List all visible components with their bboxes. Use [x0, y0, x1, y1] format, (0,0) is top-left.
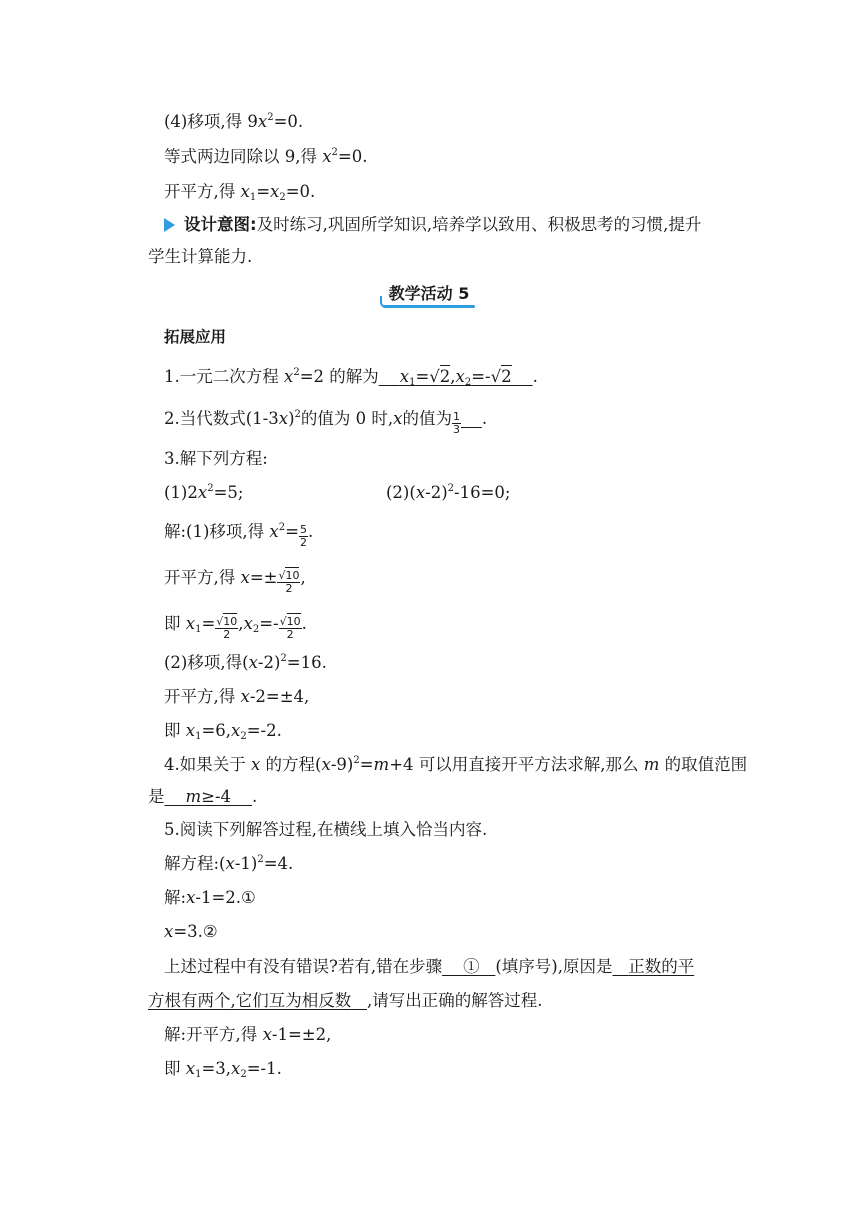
- solution-2-step-1: [164, 651, 327, 675]
- text: 即: [164, 614, 186, 633]
- var-x: x: [393, 409, 403, 428]
- exp: 2: [257, 854, 264, 865]
- text: 的取值范围: [659, 755, 748, 774]
- radicand: 10: [286, 615, 301, 628]
- var-x: x: [399, 367, 410, 386]
- text: (2)移项,得(: [164, 653, 249, 672]
- var-m: m: [185, 787, 202, 806]
- text: +4 可以用直接开平方法求解,那么: [389, 755, 644, 774]
- var-x: x: [284, 367, 294, 386]
- radicand: 10: [285, 569, 300, 582]
- solution-1-step-3: 即 $x_1=$ $\frac{√10}{2}$ $,x_2=-$ $\frac{√10}{2}$ .: [164, 614, 307, 641]
- text: 的值为 0 时,: [300, 409, 394, 428]
- line-divide-9: [164, 145, 368, 169]
- text: 开平方,得: [164, 687, 241, 706]
- answer-blank: [612, 957, 694, 976]
- text: =3.②: [173, 922, 218, 941]
- question-5-solution-2: [164, 1057, 282, 1081]
- radicand: 2: [439, 367, 451, 386]
- text: 等式两边同除以 9,得: [164, 147, 323, 166]
- solution-1-step-1: 解:(1)移项,得 $x^2=$ $\frac{5}{2}$ .: [164, 522, 314, 549]
- sub: 1: [409, 377, 416, 388]
- answer: 正数的平: [628, 957, 695, 976]
- design-intent-text: 及时练习,巩固所学知识,培养学以致用、积极思考的习惯,提升: [256, 215, 702, 234]
- var-x: x: [251, 755, 261, 774]
- question-4-line2: [148, 785, 257, 809]
- exp: 2: [447, 483, 455, 494]
- var-x: x: [322, 147, 332, 166]
- denominator: 2: [285, 582, 293, 595]
- var-x: x: [231, 1059, 241, 1078]
- text: (4)移项,得 9: [164, 112, 258, 131]
- text: -1=2.①: [195, 888, 256, 907]
- solution-1-step-2: 开平方,得 x=± $\frac{√10}{2}$ ,: [164, 568, 306, 595]
- radicand: 10: [223, 615, 238, 628]
- var-x: x: [455, 367, 465, 386]
- triangle-bullet-icon: [164, 218, 175, 232]
- heading-underline: [383, 305, 475, 308]
- denominator: 2: [299, 536, 307, 549]
- sub: 1: [249, 192, 257, 203]
- var-m: m: [373, 755, 390, 774]
- var-m: m: [643, 755, 660, 774]
- exp: 2: [278, 522, 286, 533]
- text: =±: [249, 568, 278, 587]
- text: 解:: [164, 888, 187, 907]
- text: -2): [257, 653, 281, 672]
- text: =3,: [201, 1059, 232, 1078]
- line-sqrt-result: 开平方,得 $x_1=x_2=0$.: [164, 182, 316, 203]
- question-5-step-2: [164, 920, 218, 944]
- question-5-question-line1: [164, 955, 694, 979]
- solution-2-step-3: [164, 719, 282, 743]
- text: 的值为: [402, 409, 452, 428]
- var-x: x: [321, 755, 331, 774]
- text: (1)2: [164, 483, 198, 502]
- exp: 2: [267, 112, 274, 123]
- denominator: 2: [286, 628, 294, 641]
- question-3-title: 3.解下列方程:: [164, 449, 268, 468]
- exp: 2: [294, 409, 301, 420]
- fraction: [277, 570, 300, 595]
- var-x: x: [243, 614, 253, 633]
- text: =0.: [285, 182, 316, 201]
- question-3-part-1: [164, 481, 243, 505]
- text: .: [532, 367, 538, 386]
- text: 开平方,得: [164, 182, 241, 201]
- text: -1=±2,: [271, 1025, 332, 1044]
- design-intent-line1: [184, 213, 701, 237]
- line-4-move-terms: [164, 110, 303, 134]
- exp: 2: [331, 147, 338, 158]
- answer: 方根有两个,它们互为相反数: [148, 991, 352, 1010]
- answer-blank: [148, 991, 367, 1010]
- design-intent-label: 设计意图:: [184, 215, 257, 234]
- text: ): [288, 409, 295, 428]
- question-1: [164, 365, 538, 389]
- sub: 2: [279, 192, 286, 203]
- text: 4.如果关于: [164, 755, 251, 774]
- exp: 2: [353, 755, 360, 766]
- sqrt-icon: √: [278, 569, 286, 582]
- var-x: x: [185, 1059, 196, 1078]
- numerator: 5: [299, 523, 307, 536]
- answer: ≥-4: [201, 787, 232, 806]
- var-x: x: [257, 112, 268, 131]
- var-x: x: [240, 182, 250, 201]
- question-5-title: 5.阅读下列解答过程,在横线上填入恰当内容.: [164, 820, 488, 839]
- sqrt-icon: √: [216, 615, 224, 628]
- var-x: x: [415, 483, 426, 502]
- text: (填序号),原因是: [495, 957, 613, 976]
- text: =6,: [201, 721, 232, 740]
- design-intent-line2: [148, 245, 252, 269]
- question-2: [164, 407, 487, 436]
- text: =: [415, 367, 430, 386]
- design-intent-text: 学生计算能力.: [148, 247, 253, 266]
- var-x: x: [231, 721, 241, 740]
- text: =2 的解为: [299, 367, 379, 386]
- radicand: 2: [501, 367, 512, 386]
- denominator: 2: [223, 628, 231, 641]
- text: 的方程(: [260, 755, 322, 774]
- numerator: 1: [452, 410, 460, 423]
- text: 上述过程中有没有错误?若有,错在步骤: [164, 957, 443, 976]
- question-3-part-2: [386, 481, 510, 505]
- sqrt-icon: √: [429, 367, 440, 386]
- sub: 1: [195, 624, 202, 635]
- text: -1): [234, 854, 258, 873]
- question-5-equation: [164, 852, 293, 876]
- sqrt-icon: √: [279, 615, 287, 628]
- solution-2-step-2: [164, 685, 309, 709]
- var-x: x: [278, 409, 289, 428]
- var-x: x: [240, 687, 250, 706]
- text: 2.当代数式(1-3: [164, 409, 279, 428]
- text: 解方程:(: [164, 854, 226, 873]
- question-5-question-line2: [148, 989, 543, 1013]
- text: =-1.: [246, 1059, 282, 1078]
- var-x: x: [186, 888, 196, 907]
- text: =-: [471, 367, 491, 386]
- fraction: [215, 616, 238, 641]
- text: -2): [425, 483, 448, 502]
- section-title: 拓展应用: [164, 328, 227, 346]
- text: =: [359, 755, 374, 774]
- var-x: x: [185, 614, 196, 633]
- question-4-line1: [164, 753, 747, 777]
- text: 是: [148, 787, 165, 806]
- sqrt-icon: √: [490, 367, 502, 386]
- text: 开平方,得: [164, 568, 241, 587]
- sub: 2: [240, 731, 247, 742]
- text: =5;: [213, 483, 244, 502]
- text: .: [481, 409, 488, 428]
- answer: ①: [463, 957, 480, 976]
- text: 1.一元二次方程: [164, 367, 284, 386]
- var-x: x: [164, 922, 174, 941]
- activity-heading: 教学活动 5: [388, 284, 470, 303]
- text: 解:(1)移项,得: [164, 522, 270, 541]
- sub: 1: [195, 731, 202, 742]
- text: =0.: [337, 147, 368, 166]
- text: -16=0;: [454, 483, 511, 502]
- exp: 2: [280, 653, 287, 664]
- fraction: [452, 411, 461, 436]
- question-5-step-1: [164, 886, 256, 910]
- answer-blank: [165, 787, 253, 806]
- answer-blank: [452, 409, 482, 436]
- text: 即: [164, 1059, 186, 1078]
- text: 即: [164, 721, 186, 740]
- fraction: [279, 616, 302, 641]
- heading-decoration: [380, 296, 388, 308]
- answer-blank: [442, 957, 495, 976]
- text: (2)(: [386, 483, 416, 502]
- fraction: [299, 524, 308, 549]
- question-5-solution-1: [164, 1023, 331, 1047]
- text: -9): [330, 755, 354, 774]
- denominator: 3: [452, 423, 460, 436]
- text: =4.: [263, 854, 294, 873]
- sub: 2: [252, 624, 260, 635]
- text: ,请写出正确的解答过程.: [367, 991, 543, 1010]
- answer-blank: $x_1=√2,x_2=-√2$: [399, 367, 512, 388]
- text: .: [252, 787, 258, 806]
- exp: 2: [293, 367, 300, 378]
- text: =-2.: [246, 721, 282, 740]
- text: =16.: [286, 653, 327, 672]
- sub: 2: [240, 1069, 247, 1080]
- var-x: x: [185, 721, 196, 740]
- var-x: x: [270, 182, 280, 201]
- var-x: x: [262, 1025, 272, 1044]
- var-x: x: [225, 854, 235, 873]
- var-x: x: [269, 522, 279, 541]
- sub: 1: [195, 1069, 202, 1080]
- var-x: x: [248, 653, 258, 672]
- text: -2=±4,: [249, 687, 310, 706]
- sub: 2: [464, 377, 472, 388]
- var-x: x: [240, 568, 250, 587]
- exp: 2: [207, 483, 214, 494]
- text: =0.: [273, 112, 304, 131]
- var-x: x: [197, 483, 208, 502]
- text: 解:开平方,得: [164, 1025, 263, 1044]
